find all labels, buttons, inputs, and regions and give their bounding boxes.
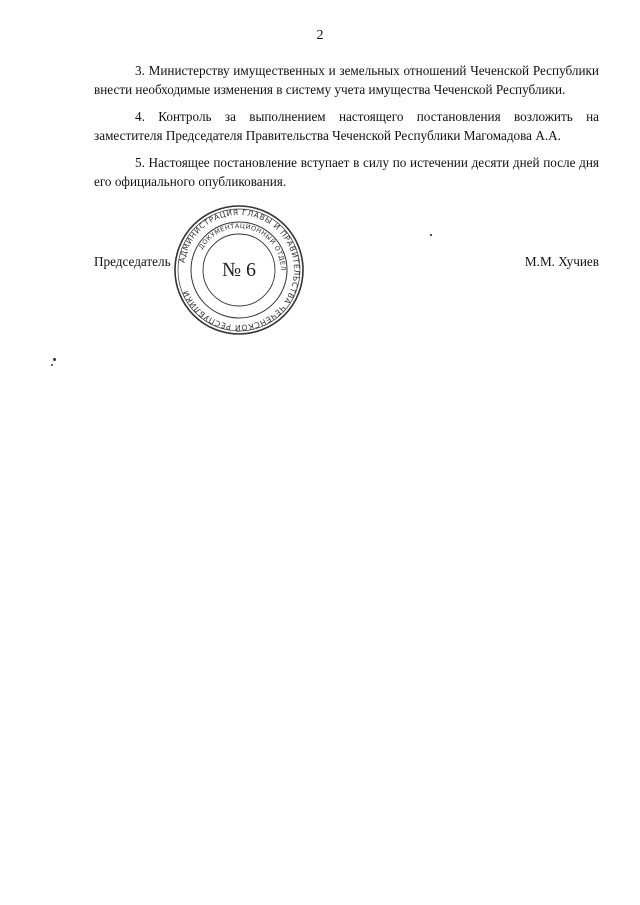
scan-speck <box>430 234 432 236</box>
scan-speck <box>51 364 53 366</box>
seal-number: № 6 <box>221 259 257 281</box>
document-body <box>94 62 599 200</box>
paragraph-3: 3. Министерству имущественных и земельных отношений Чеченской Республики внести необходимые изменения в систему учета имущества Чеченской Республики. <box>94 63 599 97</box>
page-number: 2 <box>316 28 324 43</box>
paragraph-4: 4. Контроль за выполнением настоящего постановления возложить на заместителя Председателя Правительства Чеченской Республики Магомадова А.А. <box>94 109 599 143</box>
paragraph-5: 5. Настоящее постановление вступает в силу по истечении десяти дней после дня его официального опубликования. <box>94 155 599 189</box>
signature-block <box>94 254 599 274</box>
seal-inner-text: ДОКУМЕНТАЦИОННЫЙ ОТДЕЛ <box>197 221 288 272</box>
seal-ring-text: АДМИНИСТРАЦИЯ ГЛАВЫ И ПРАВИТЕЛЬСТВА ЧЕЧЕНСКОЙ РЕСПУБЛИКИ <box>177 207 302 333</box>
official-seal-stamp <box>172 203 306 337</box>
scan-speck <box>53 358 56 361</box>
signatory-name: М.М. Хучиев <box>524 254 599 269</box>
signatory-role: Председатель <box>94 254 171 269</box>
